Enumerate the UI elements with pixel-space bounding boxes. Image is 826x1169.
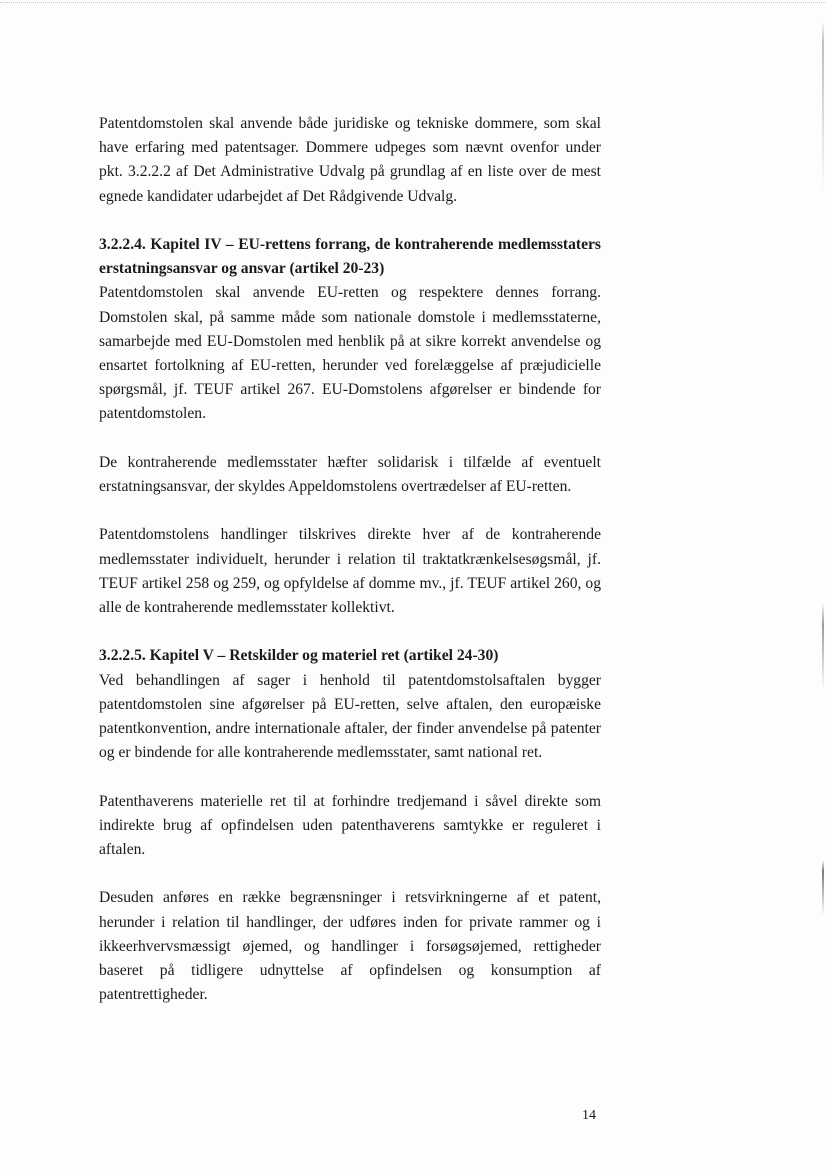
page-number: 14 xyxy=(582,1108,596,1123)
section-3-2-2-5 xyxy=(99,644,601,1007)
section-heading-3-2-2-4: 3.2.2.4. Kapitel IV – EU-rettens forrang, de kontraherende medlemsstaters erstatningsansvar og ansvar (artikel 20-23) xyxy=(99,236,601,278)
paragraph-attribution: Patentdomstolens handlinger tilskrives direkte hver af de kontraherende medlemsstater individuelt, herunder i relation til traktatkrænkelsesøgsmål, jf. TEUF artikel 258 og 259, og opfyldelse af domme mv., jf. TEUF artikel 260, og alle de kontraherende medlemsstater kollektivt. xyxy=(99,526,601,617)
paragraph-sources-of-law: Ved behandlingen af sager i henhold til patentdomstolsaftalen bygger patentdomstolen sine afgørelser på EU-retten, selve aftalen, den europæiske patentkonvention, andre internationale aftaler, der finder anvendelse på patenter og er bindende for alle kontraherende medlemsstater, samt national ret. xyxy=(99,671,601,762)
scan-edge-top xyxy=(0,2,826,4)
paragraph-judges: Patentdomstolen skal anvende både juridiske og tekniske dommere, som skal have erfaring med patentsager. Dommere udpeges som nævnt ovenfor under pkt. 3.2.2.2 af Det Administrative Udvalg på grundlag af en liste over de mest egnede kandidater udarbejdet af Det Rådgivende Udvalg. xyxy=(99,115,601,205)
paragraph-limitations: Desuden anføres en række begrænsninger i retsvirkningerne af et patent, herunder i relation til handlinger, der udføres inden for private rammer og i ikkeerhvervsmæssigt øjemed, og handlinger i forsøgsøjemed, rettigheder baseret på tidligere udnyttelse af opfindelsen og konsumption af patentrettigheder. xyxy=(99,889,601,1004)
paragraph-eu-law-primacy: Patentdomstolen skal anvende EU-retten og respektere dennes forrang. Domstolen skal, på samme måde som nationale domstole i medlemsstaterne, samarbejde med EU-Domstolen med henblik på at sikre korrekt anvendelse og ensartet fortolkning af EU-retten, herunder ved forelæggelse af præjudicielle spørgsmål, jf. TEUF artikel 267. EU-Domstolens afgørelser er bindende for patentdomstolen. xyxy=(99,284,601,423)
paragraph-patent-holder-rights: Patenthaverens materielle ret til at forhindre tredjemand i såvel direkte som indirekte brug af opfindelsen uden patenthaverens samtykke er reguleret i aftalen. xyxy=(99,792,601,859)
section-3-2-2-4 xyxy=(99,233,601,620)
section-heading-3-2-2-5: 3.2.2.5. Kapitel V – Retskilder og materiel ret (artikel 24-30) xyxy=(99,647,499,665)
paragraph-joint-liability: De kontraherende medlemsstater hæfter solidarisk i tilfælde af eventuelt erstatningsansvar, der skyldes Appeldomstolens overtrædelser af EU-retten. xyxy=(99,453,601,496)
scan-edge-right xyxy=(822,20,824,1140)
page-body xyxy=(99,112,601,1032)
